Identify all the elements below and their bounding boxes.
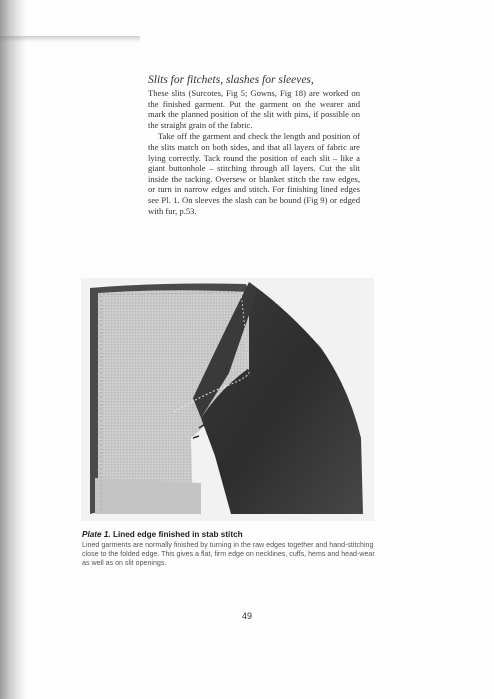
plate-photo	[81, 278, 374, 521]
paragraph-2: Take off the garment and check the length and position of the slits match on both sides, and that all layers of fabric are lying correctly. Tack round the position of each slit – like a giant buttonhole – stitching through all layers. Cut the slit inside the tacking. Oversew or blanket stitch the raw edges, or turn in narrow edges and stitch. For finishing lined edges see Pl. 1. On sleeves the slash can be bound (Fig 9) or edged with fur, p.53.	[148, 131, 360, 216]
caption-body: Lined garments are normally finished by turning in the raw edges together and hand-stitching close to the folded edge. This gives a flat, firm edge on necklines, cuffs, hems and head-wear as well as on slit openings.	[82, 541, 375, 568]
figure-caption	[82, 530, 376, 569]
body-text-block	[148, 73, 360, 216]
page-number: 49	[241, 611, 252, 621]
fabric-photo-illustration	[81, 278, 374, 521]
section-heading: Slits for fitchets, slashes for sleeves,	[148, 74, 314, 86]
caption-title	[82, 530, 376, 540]
caption-heading: Lined edge finished in stab stitch	[112, 530, 243, 539]
book-gutter-shadow	[0, 0, 26, 699]
paragraph-1: These slits (Surcotes, Fig 5; Gowns, Fig 18) are worked on the finished garment. Put the garment on the wearer and mark the planned position of the slit with pins, if possible on the straight grain of the fabric.	[148, 88, 360, 130]
plate-label: Plate 1.	[82, 530, 111, 539]
page-edge-shadow	[0, 36, 140, 42]
